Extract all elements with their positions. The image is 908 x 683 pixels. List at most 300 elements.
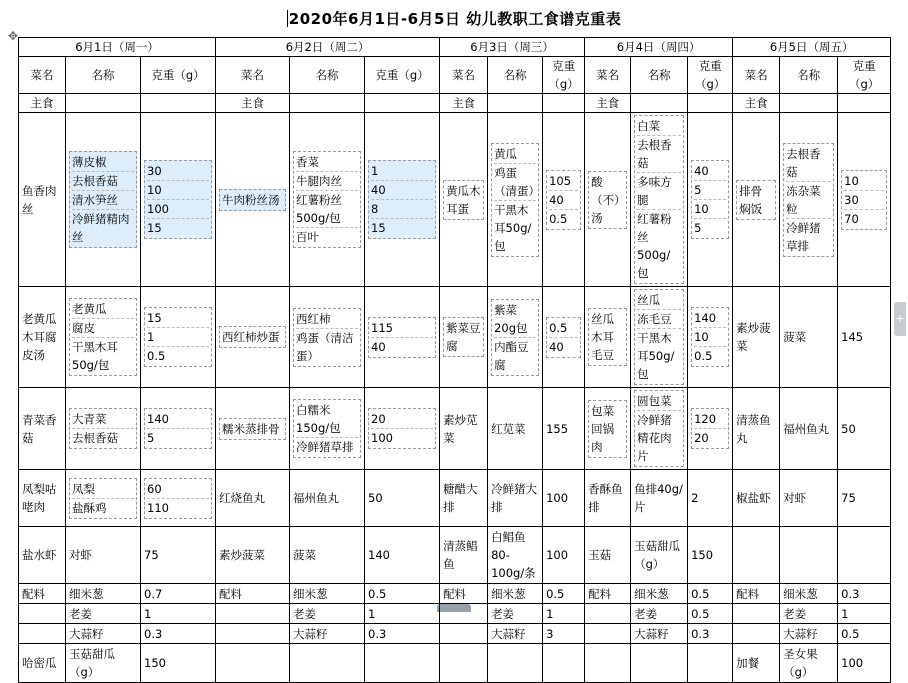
ingredient-name: 百叶 <box>296 230 320 244</box>
dish-cell[interactable] <box>733 113 780 287</box>
dish-cell[interactable] <box>733 388 780 470</box>
seasoning-name[interactable]: 大蒜籽 <box>780 624 838 644</box>
seasoning-weight[interactable]: 1 <box>365 604 440 624</box>
ingredient-weights-cell[interactable] <box>838 113 891 287</box>
dish-cell[interactable] <box>585 113 631 287</box>
seasoning-name[interactable]: 细米葱 <box>631 584 688 604</box>
empty-cell[interactable] <box>290 644 365 683</box>
dish-name: 青菜香菇 <box>22 412 57 445</box>
empty-cell[interactable] <box>488 94 543 113</box>
table-move-handle-icon[interactable]: ✥ <box>7 29 19 43</box>
col-dish-header[interactable]: 菜名 <box>585 57 631 94</box>
ingredient-weight: 60 <box>147 480 209 499</box>
ingredient-list <box>634 480 684 516</box>
snack-weight[interactable]: 100 <box>838 644 891 683</box>
ingredient-name: 冷鲜猪大排 <box>491 482 538 514</box>
ingredient-list <box>293 308 361 367</box>
seasoning-label[interactable]: 配料 <box>216 584 290 604</box>
empty-cell[interactable] <box>733 604 780 624</box>
dish-cell[interactable] <box>585 287 631 388</box>
empty-cell[interactable] <box>66 94 141 113</box>
dish-cell[interactable] <box>440 113 488 287</box>
ingredient-name: 白菜 <box>637 117 681 136</box>
dish-cell[interactable] <box>585 470 631 527</box>
dish-name: 椒盐虾 <box>736 491 771 505</box>
ingredient-weights-cell[interactable] <box>543 287 585 388</box>
col-name-header[interactable]: 名称 <box>488 57 543 94</box>
main-food-label[interactable]: 主食 <box>440 94 488 113</box>
empty-cell[interactable] <box>838 94 891 113</box>
ingredient-names-cell[interactable] <box>780 287 838 388</box>
empty-cell[interactable] <box>733 624 780 644</box>
ingredient-names-cell[interactable] <box>488 113 543 287</box>
dish-cell[interactable] <box>440 287 488 388</box>
ingredient-weight: 10 <box>147 181 209 200</box>
seasoning-weight[interactable]: 0.5 <box>838 624 891 644</box>
weight-list <box>144 307 212 367</box>
col-weight-header[interactable]: 克重（g） <box>688 57 733 94</box>
ingredient-weights-cell[interactable] <box>141 527 216 584</box>
ingredient-weight: 70 <box>844 211 859 226</box>
table-row <box>19 113 891 287</box>
ingredient-list <box>293 546 361 564</box>
ingredient-weight: 100 <box>546 491 569 505</box>
col-weight-header[interactable]: 克重（g） <box>365 57 440 94</box>
weight-list <box>691 546 729 564</box>
ingredient-weight: 100 <box>546 548 569 562</box>
main-food-label[interactable]: 主食 <box>216 94 290 113</box>
ingredient-weight: 0.5 <box>549 211 568 226</box>
ingredient-weights-cell[interactable] <box>365 113 440 287</box>
ingredient-weights-cell[interactable] <box>838 287 891 388</box>
ingredient-name: 鸡蛋（清蛋） <box>494 164 536 201</box>
dish-name: 鱼香肉丝 <box>22 183 57 216</box>
day-header[interactable]: 6月4日（周四） <box>585 38 733 57</box>
ingredient-names-cell[interactable] <box>290 388 365 470</box>
empty-cell[interactable] <box>585 624 631 644</box>
dish-cell[interactable] <box>733 287 780 388</box>
ingredient-list <box>491 528 539 582</box>
weight-list <box>841 328 887 346</box>
dish-name: 红烧鱼丸 <box>219 491 266 505</box>
ingredient-names-cell[interactable] <box>780 388 838 470</box>
ingredient-weights-cell[interactable] <box>365 527 440 584</box>
ingredient-list <box>491 480 539 516</box>
ingredient-list <box>634 537 684 573</box>
dish-cell[interactable] <box>440 527 488 584</box>
seasoning-weight[interactable]: 0.3 <box>365 624 440 644</box>
empty-cell[interactable] <box>585 644 631 683</box>
ingredient-name: 白糯米150g/包 <box>296 401 358 438</box>
dish-cell[interactable] <box>585 527 631 584</box>
empty-cell[interactable] <box>585 604 631 624</box>
ingredient-name: 冻杂菜粒 <box>786 182 831 219</box>
dish-cell[interactable] <box>216 113 290 287</box>
weight-list <box>691 160 729 239</box>
dish-name: 素炒菠菜 <box>736 321 771 353</box>
dish-name: 西红柿炒蛋 <box>219 326 286 348</box>
ingredient-weight: 20 <box>371 410 433 429</box>
seasoning-name[interactable]: 老姜 <box>488 604 543 624</box>
snack-name[interactable]: 圣女果（g） <box>780 644 838 683</box>
empty-cell[interactable] <box>440 624 488 644</box>
ingredient-weight: 115 <box>371 319 433 338</box>
ingredient-weight: 10 <box>694 200 726 219</box>
col-dish-header[interactable]: 菜名 <box>216 57 290 94</box>
weight-list <box>546 546 581 564</box>
seasoning-name[interactable]: 老姜 <box>66 604 141 624</box>
seasoning-name[interactable]: 老姜 <box>780 604 838 624</box>
seasoning-name[interactable]: 老姜 <box>631 604 688 624</box>
empty-cell[interactable] <box>688 94 733 113</box>
ingredient-weights-cell[interactable] <box>688 527 733 584</box>
ingredient-names-cell[interactable] <box>488 527 543 584</box>
weight-list <box>841 170 887 230</box>
dish-name: 糯米蒸排骨 <box>219 418 286 440</box>
ingredient-name: 丝瓜 <box>637 291 681 310</box>
ingredient-name: 多味方腿 <box>637 173 681 210</box>
ingredient-name: 红薯粉丝500g/包 <box>637 212 672 280</box>
ingredient-weight: 50 <box>841 421 856 436</box>
dish-cell[interactable] <box>216 470 290 527</box>
col-weight-header[interactable]: 克重（g） <box>543 57 585 94</box>
dish-name: 牛肉粉丝汤 <box>219 189 286 211</box>
ingredient-weight: 140 <box>147 410 209 429</box>
weight-list <box>368 408 436 449</box>
ingredient-name: 鸡蛋（清洁蛋） <box>296 330 354 363</box>
dish-cell[interactable] <box>440 388 488 470</box>
col-dish-header[interactable]: 菜名 <box>440 57 488 94</box>
seasoning-weight[interactable]: 0.5 <box>688 604 733 624</box>
ingredient-weights-cell[interactable] <box>141 113 216 287</box>
ingredient-names-cell[interactable] <box>780 527 838 584</box>
seasoning-row <box>19 604 891 624</box>
col-name-header[interactable]: 名称 <box>66 57 141 94</box>
ingredient-names-cell[interactable] <box>66 113 141 287</box>
dish-name: 糖醋大排 <box>443 482 478 514</box>
ingredient-name: 腐皮 <box>72 319 134 338</box>
day-header[interactable]: 6月3日（周三） <box>440 38 585 57</box>
ingredient-weights-cell[interactable] <box>543 470 585 527</box>
dish-name: 紫菜豆腐 <box>443 317 484 357</box>
ingredient-weights-cell[interactable] <box>141 470 216 527</box>
ingredient-list <box>783 328 834 346</box>
col-name-header[interactable]: 名称 <box>290 57 365 94</box>
seasoning-name[interactable]: 细米葱 <box>66 584 141 604</box>
dish-cell[interactable] <box>733 527 780 584</box>
ingredient-names-cell[interactable] <box>631 287 688 388</box>
ingredient-name: 干黑木耳50g/包 <box>494 202 532 253</box>
ingredient-list <box>491 420 539 438</box>
col-dish-header[interactable]: 菜名 <box>19 57 66 94</box>
dish-cell[interactable] <box>216 388 290 470</box>
seasoning-weight[interactable]: 1 <box>838 604 891 624</box>
dish-cell[interactable] <box>19 388 66 470</box>
ingredient-weight: 0.5 <box>694 349 713 363</box>
ingredient-list <box>491 299 539 376</box>
dish-name: 排骨焖饭 <box>736 180 776 220</box>
ingredient-weights-cell[interactable] <box>838 470 891 527</box>
empty-cell[interactable] <box>19 624 66 644</box>
col-weight-header[interactable]: 克重（g） <box>838 57 891 94</box>
ingredient-name: 红薯粉丝500g/包 <box>296 191 358 228</box>
empty-cell[interactable] <box>488 644 543 683</box>
ingredient-names-cell[interactable] <box>488 470 543 527</box>
day-header[interactable]: 6月2日（周二） <box>216 38 440 57</box>
ingredient-names-cell[interactable] <box>488 287 543 388</box>
weight-list <box>691 307 729 367</box>
ingredient-name: 圆包菜 <box>637 392 681 411</box>
ingredient-weight: 40 <box>371 339 386 354</box>
empty-cell[interactable] <box>688 644 733 683</box>
ingredient-names-cell[interactable] <box>66 287 141 388</box>
ingredient-name: 干黑木耳50g/包 <box>637 331 675 381</box>
ingredient-names-cell[interactable] <box>488 388 543 470</box>
ingredient-weight: 20 <box>694 431 709 445</box>
dish-cell[interactable] <box>19 527 66 584</box>
dish-cell[interactable] <box>440 470 488 527</box>
empty-cell[interactable] <box>440 604 488 624</box>
dish-cell[interactable] <box>216 527 290 584</box>
dish-name: 素炒苋菜 <box>443 412 478 445</box>
snack-row <box>19 644 891 683</box>
snack-weight[interactable]: 150 <box>141 644 216 683</box>
ingredient-weight: 5 <box>694 221 702 235</box>
ingredient-name: 冷鲜猪草排 <box>296 440 354 454</box>
empty-cell[interactable] <box>19 604 66 624</box>
ingredient-name: 玉菇甜瓜（g） <box>634 539 681 571</box>
dish-cell[interactable] <box>19 287 66 388</box>
ingredient-names-cell[interactable] <box>66 388 141 470</box>
menu-table <box>18 37 891 683</box>
page-title: 2020年6月1日-6月5日 幼儿教职工食谱克重表 <box>288 10 622 28</box>
ingredient-list <box>69 151 137 248</box>
ingredient-weight: 40 <box>549 191 578 210</box>
ingredient-weight: 15 <box>147 309 209 328</box>
seasoning-weight[interactable]: 0.3 <box>141 624 216 644</box>
main-food-row <box>19 94 891 113</box>
ingredient-name: 内酯豆腐 <box>494 339 529 372</box>
seasoning-name[interactable]: 细米葱 <box>780 584 838 604</box>
seasoning-name[interactable]: 大蒜籽 <box>631 624 688 644</box>
side-panel-toggle[interactable]: + <box>894 302 906 336</box>
ingredient-list <box>69 408 137 449</box>
ingredient-weights-cell[interactable] <box>688 113 733 287</box>
empty-cell[interactable] <box>780 94 838 113</box>
seasoning-name[interactable]: 大蒜籽 <box>66 624 141 644</box>
ingredient-weight: 140 <box>368 548 390 562</box>
ingredient-names-cell[interactable] <box>290 470 365 527</box>
ingredient-weights-cell[interactable] <box>543 113 585 287</box>
seasoning-label[interactable]: 配料 <box>733 584 780 604</box>
ingredient-name: 紫菜 20g包 <box>494 301 536 338</box>
ingredient-weight: 145 <box>841 330 864 344</box>
seasoning-weight[interactable]: 3 <box>543 624 585 644</box>
dish-name: 黄瓜木耳蛋 <box>443 180 484 220</box>
ingredient-name: 对虾 <box>69 548 92 562</box>
table-row <box>19 287 891 388</box>
ingredient-weight: 30 <box>844 191 884 210</box>
ingredient-name: 冻毛豆 <box>637 310 681 329</box>
weight-list <box>546 317 581 358</box>
ingredient-weight: 110 <box>147 500 169 515</box>
ingredient-name: 西红柿 <box>296 310 358 329</box>
ingredient-names-cell[interactable] <box>631 388 688 470</box>
ingredient-weight: 2 <box>691 491 699 505</box>
main-food-label[interactable]: 主食 <box>19 94 66 113</box>
seasoning-label[interactable]: 配料 <box>440 584 488 604</box>
dish-cell[interactable] <box>216 287 290 388</box>
ingredient-list <box>491 143 539 257</box>
empty-cell[interactable] <box>216 644 290 683</box>
weight-list <box>144 546 212 564</box>
snack-dish[interactable]: 哈密瓜 <box>19 644 66 683</box>
day-header[interactable]: 6月1日（周一） <box>19 38 216 57</box>
day-header-row <box>19 38 891 57</box>
dish-name: 玉菇 <box>588 548 612 562</box>
ingredient-weights-cell[interactable] <box>365 470 440 527</box>
dish-name: 丝瓜木耳毛豆 <box>588 308 627 366</box>
weight-list <box>841 420 887 438</box>
ingredient-weight: 155 <box>546 421 569 436</box>
empty-cell[interactable] <box>290 94 365 113</box>
ingredient-weights-cell[interactable] <box>688 287 733 388</box>
dish-name: 凤梨咕咾肉 <box>22 482 57 514</box>
snack-name[interactable]: 玉菇甜瓜（g） <box>66 644 141 683</box>
col-name-header[interactable]: 名称 <box>631 57 688 94</box>
ingredient-names-cell[interactable] <box>631 470 688 527</box>
ingredient-names-cell[interactable] <box>631 527 688 584</box>
empty-cell[interactable] <box>365 644 440 683</box>
ingredient-weight: 75 <box>841 491 856 505</box>
ingredient-names-cell[interactable] <box>780 113 838 287</box>
empty-cell[interactable] <box>141 94 216 113</box>
weight-list <box>368 160 436 239</box>
dish-cell[interactable] <box>585 388 631 470</box>
seasoning-label[interactable]: 配料 <box>19 584 66 604</box>
ingredient-name: 福州鱼丸 <box>783 421 830 436</box>
ingredient-weight: 100 <box>147 200 209 219</box>
seasoning-weight[interactable]: 0.5 <box>543 584 585 604</box>
ingredient-weight: 100 <box>371 431 393 445</box>
ingredient-weight: 10 <box>694 328 726 347</box>
ingredient-names-cell[interactable] <box>66 470 141 527</box>
ingredient-weight: 15 <box>147 221 162 235</box>
weight-list <box>368 489 436 507</box>
ingredient-name: 老黄瓜 <box>72 300 134 319</box>
ingredient-name: 黄瓜 <box>494 145 536 164</box>
day-header[interactable]: 6月5日（周五） <box>733 38 891 57</box>
seasoning-weight[interactable]: 0.5 <box>365 584 440 604</box>
dish-cell[interactable] <box>19 470 66 527</box>
ingredient-weights-cell[interactable] <box>141 388 216 470</box>
seasoning-name[interactable]: 细米葱 <box>488 584 543 604</box>
ingredient-weight: 8 <box>371 200 433 219</box>
ingredient-weights-cell[interactable] <box>688 388 733 470</box>
snack-dish[interactable]: 加餐 <box>733 644 780 683</box>
dish-cell[interactable] <box>19 113 66 287</box>
ingredient-weight: 1 <box>147 328 209 347</box>
ingredient-names-cell[interactable] <box>290 527 365 584</box>
ingredient-weight: 140 <box>694 309 726 328</box>
seasoning-weight[interactable]: 0.3 <box>688 624 733 644</box>
empty-cell[interactable] <box>631 94 688 113</box>
empty-cell[interactable] <box>216 604 290 624</box>
weight-list <box>546 420 581 438</box>
ingredient-list <box>69 478 137 519</box>
ingredient-names-cell[interactable] <box>631 113 688 287</box>
empty-cell[interactable] <box>631 644 688 683</box>
ingredient-weights-cell[interactable] <box>365 287 440 388</box>
ingredient-weight: 0.5 <box>147 349 166 363</box>
seasoning-weight[interactable]: 0.5 <box>688 584 733 604</box>
main-food-label[interactable]: 主食 <box>585 94 631 113</box>
ingredient-weights-cell[interactable] <box>543 527 585 584</box>
ingredient-name: 大青菜 <box>72 410 134 429</box>
seasoning-name[interactable]: 老姜 <box>290 604 365 624</box>
seasoning-weight[interactable]: 1 <box>141 604 216 624</box>
empty-cell[interactable] <box>216 624 290 644</box>
ingredient-name: 薄皮椒 <box>72 153 134 172</box>
ingredient-weights-cell[interactable] <box>838 527 891 584</box>
ingredient-weights-cell[interactable] <box>688 470 733 527</box>
dish-name: 酸（不）汤 <box>588 171 627 229</box>
col-name-header[interactable]: 名称 <box>780 57 838 94</box>
col-weight-header[interactable]: 克重（g） <box>141 57 216 94</box>
ingredient-name: 干黑木耳50g/包 <box>72 340 118 372</box>
seasoning-weight[interactable]: 0.3 <box>838 584 891 604</box>
ingredient-weight: 1 <box>371 162 433 181</box>
main-food-label[interactable]: 主食 <box>733 94 780 113</box>
table-row <box>19 527 891 584</box>
ingredient-weights-cell[interactable] <box>365 388 440 470</box>
ingredient-name: 清水笋丝 <box>72 191 134 210</box>
seasoning-name[interactable]: 大蒜籽 <box>488 624 543 644</box>
empty-cell[interactable] <box>440 644 488 683</box>
seasoning-weight[interactable]: 1 <box>543 604 585 624</box>
ingredient-name: 去根香菇 <box>637 136 681 173</box>
seasoning-row <box>19 584 891 604</box>
ingredient-names-cell[interactable] <box>780 470 838 527</box>
seasoning-weight[interactable]: 0.7 <box>141 584 216 604</box>
ingredient-weights-cell[interactable] <box>838 388 891 470</box>
dish-cell[interactable] <box>733 470 780 527</box>
empty-cell[interactable] <box>365 94 440 113</box>
ingredient-weight: 0.5 <box>549 319 578 338</box>
ingredient-names-cell[interactable] <box>66 527 141 584</box>
ingredient-weight: 105 <box>549 172 578 191</box>
ingredient-name: 菠菜 <box>293 548 317 562</box>
ingredient-weights-cell[interactable] <box>141 287 216 388</box>
ingredient-names-cell[interactable] <box>290 113 365 287</box>
col-dish-header[interactable]: 菜名 <box>733 57 780 94</box>
ingredient-weight: 40 <box>549 339 564 354</box>
dish-name: 清蒸鱼丸 <box>736 412 771 445</box>
seasoning-label[interactable]: 配料 <box>585 584 631 604</box>
ingredient-weight: 5 <box>147 431 155 445</box>
ingredient-names-cell[interactable] <box>290 287 365 388</box>
empty-cell[interactable] <box>543 644 585 683</box>
ingredient-name: 去根香菇 <box>72 431 118 445</box>
weight-list <box>691 408 729 449</box>
ingredient-name: 牛腿肉丝 <box>296 172 358 191</box>
ingredient-name: 凤梨 <box>72 480 134 499</box>
ingredient-weights-cell[interactable] <box>543 388 585 470</box>
seasoning-name[interactable]: 细米葱 <box>290 584 365 604</box>
weight-list <box>546 170 581 230</box>
seasoning-name[interactable]: 大蒜籽 <box>290 624 365 644</box>
empty-cell[interactable] <box>543 94 585 113</box>
